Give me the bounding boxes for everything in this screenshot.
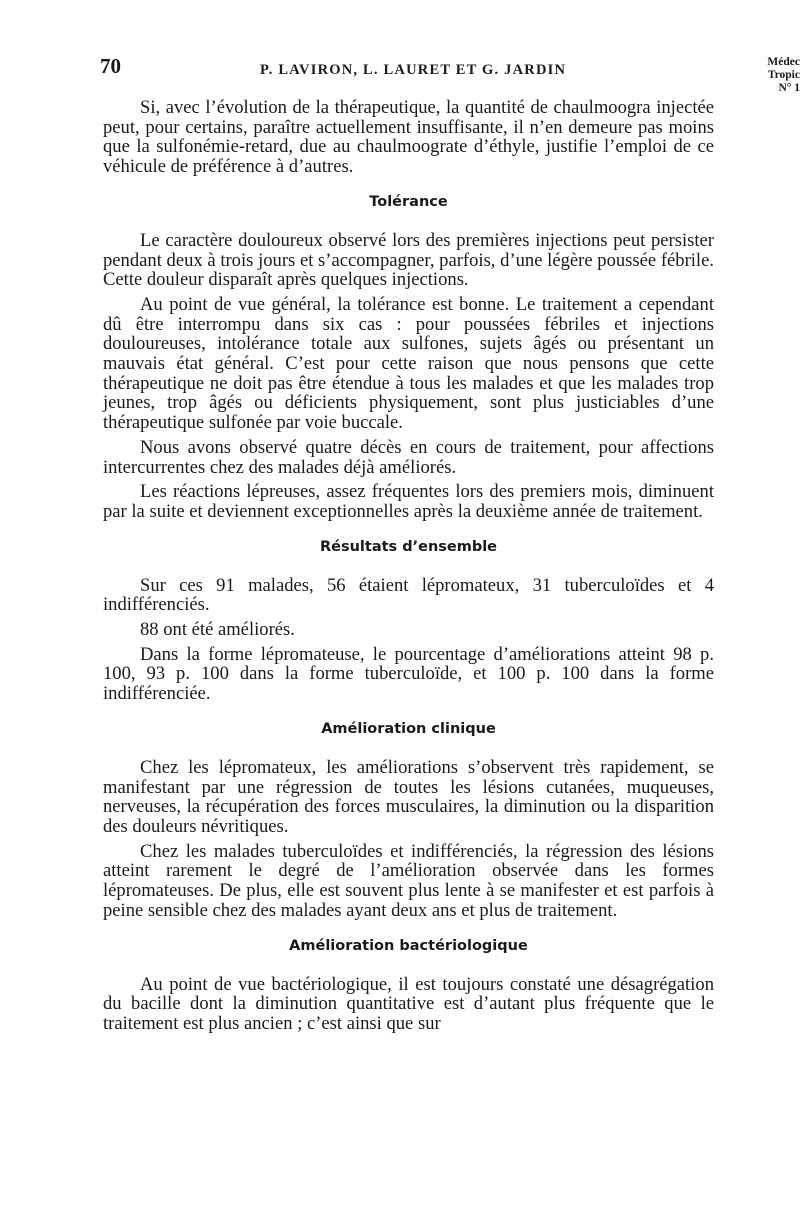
journal-tag-line: N° 1	[778, 82, 800, 94]
paragraph: Au point de vue bactériologique, il est toujours constaté une désagrégation du bacille dont la diminution quantitative est d’autant plus fréquente que le traitement est plus ancien ; c’est ainsi que sur	[103, 973, 714, 1034]
journal-tag-line: Tropic	[767, 69, 800, 81]
journal-tag	[750, 56, 800, 95]
paragraph: Au point de vue général, la tolérance est bonne. Le traitement a cependant dû être interrompu dans six cas : pour poussées fébriles et injections douloureuses, intolérance totale aux sulfones, sujets âgés ou présentant un mauvais état général. C’est pour cette raison que nous pensons que cette thérapeutique ne doit pas être étendue à tous les malades et que les malades trop jeunes, trop âgés ou déficients physiquement, sont plus justiciables d’une thérapeutique sulfonée par voie buccale.	[103, 293, 714, 434]
paragraph: Dans la forme lépromateuse, le pourcentage d’améliorations atteint 98 p. 100, 93 p. 100 dans la forme tuberculoïde, et 100 p. 100 dans la forme indifférenciée.	[103, 643, 714, 705]
section-heading-clinical: Amélioration clinique	[321, 720, 496, 737]
article-body	[103, 98, 714, 1039]
paragraph: Chez les lépromateux, les améliorations s’observent très rapidement, se manifestant par une régression de toutes les lésions cutanées, muqueuses, nerveuses, la récupération des forces musculaires, la diminution ou la disparition des douleurs névritiques.	[103, 756, 714, 837]
paragraph: Nous avons observé quatre décès en cours de traitement, pour affections intercurrentes chez des malades déjà améliorés.	[103, 436, 714, 478]
running-head: P. LAVIRON, L. LAURET ET G. JARDIN	[260, 62, 567, 78]
paragraph: Sur ces 91 malades, 56 étaient lépromateux, 31 tuberculoïdes et 4 indifférenciés.	[103, 574, 714, 616]
section-heading-bacteriological: Amélioration bactériologique	[289, 937, 528, 954]
journal-tag-line: Médec	[767, 56, 800, 68]
paragraph: Chez les malades tuberculoïdes et indifférenciés, la régression des lésions atteint rarement le degré de l’amélioration observée dans les formes lépromateuses. De plus, elle est souvent plus lente à se manifester et est parfois à peine sensible chez des malades ayant deux ans et plus de traitement.	[103, 840, 714, 921]
section-heading-tolerance: Tolérance	[369, 193, 448, 210]
paragraph: Les réactions lépreuses, assez fréquentes lors des premiers mois, diminuent par la suite et deviennent exceptionnelles après la deuxième année de traitement.	[103, 481, 714, 522]
paragraph: Si, avec l’évolution de la thérapeutique, la quantité de chaulmoogra injectée peut, pour certains, paraître actuellement insuffisante, il n’en demeure pas moins que la sulfonémie-retard, due au chaulmoograte d’éthyle, justifie l’emploi de ce véhicule de préférence à d’autres.	[103, 97, 714, 178]
section-heading-results: Résultats d’ensemble	[319, 538, 498, 555]
paragraph: Le caractère douloureux observé lors des premières injections peut persister pendant deux à trois jours et s’accompagner, parfois, d’une légère poussée fébrile. Cette douleur disparaît après quelques injections.	[103, 229, 714, 291]
paragraph: 88 ont été améliorés.	[140, 619, 295, 641]
page-number: 70	[100, 54, 121, 78]
